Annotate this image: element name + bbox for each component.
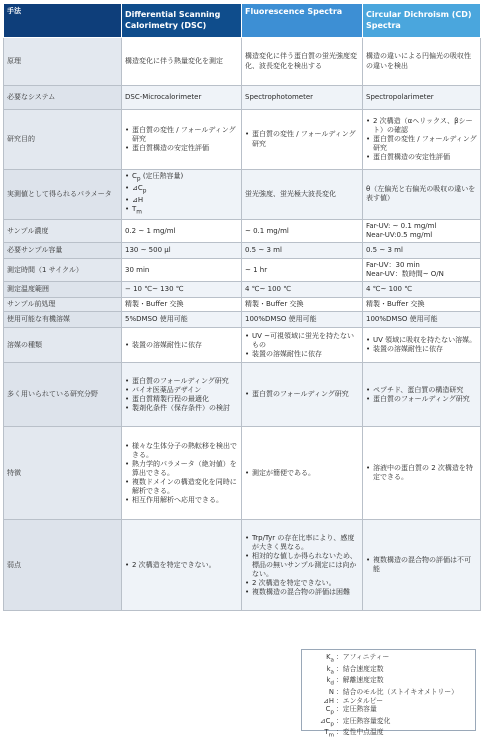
row-label: サンプル前処理 [4, 298, 122, 312]
table-row-temperature [4, 282, 481, 298]
cell-line: 0.5 ~ 3 ml [366, 246, 403, 255]
cell-fluorescence [242, 38, 363, 86]
table-row-solvent [4, 312, 481, 328]
cell-line: Spectropolarimeter [366, 92, 434, 101]
header-row [4, 4, 481, 38]
cell-cd [363, 219, 481, 242]
cell-line: 精製・Buffer 交換 [245, 300, 304, 309]
cell-line: 精製・Buffer 交換 [366, 300, 425, 309]
legend-description: ：アフィニティー [336, 653, 390, 661]
cell-line: 130 ~ 500 µl [125, 246, 171, 255]
cell-line: 蛍光強度、蛍光極大波長変化 [245, 189, 336, 198]
bullet-list [125, 172, 238, 217]
cell-dsc [122, 298, 242, 312]
bullet-item: • 装置の溶媒耐性に依存 [125, 341, 238, 350]
bullet-item: • 測定が簡便である。 [245, 469, 359, 478]
bullet-list [366, 464, 477, 482]
cell-line: 30 min [125, 265, 150, 274]
table-row-parameters [4, 170, 481, 220]
cell-fluorescence [242, 427, 363, 520]
row-label: 実測値として得られるパラメータ [4, 170, 122, 220]
cell-line: ~ 1 hr [245, 265, 268, 274]
cell-dsc [122, 110, 242, 170]
cell-cd [363, 312, 481, 328]
legend-item [308, 653, 469, 665]
bullet-item: • 相互作用解析へ応用できる。 [125, 496, 238, 505]
cell-line: 0.5 ~ 3 ml [245, 246, 282, 255]
bullet-list [366, 386, 477, 404]
legend-description: ：定圧熱容量変化 [336, 716, 391, 725]
cell-line: 構造変化に伴う熱量変化を測定 [125, 56, 223, 65]
cell-cd [363, 363, 481, 427]
abbreviation-legend [301, 649, 476, 739]
cell-fluorescence [242, 520, 363, 611]
bullet-item: • UV 領域に吸収を持たない溶媒。 [366, 336, 477, 345]
row-label: 測定時間（1 サイクル） [4, 259, 122, 282]
row-label: 溶媒の種類 [4, 328, 122, 363]
bullet-list [245, 534, 359, 598]
cell-line: Near-UV:0.5 mg/ml [366, 231, 433, 240]
cell-fluorescence [242, 312, 363, 328]
bullet-item: • 蛋白質のフォールディング研究 [125, 377, 238, 386]
bullet-item: • $C_p$ (定圧熱容量) [125, 172, 238, 184]
cell-dsc [122, 312, 242, 328]
cell-cd [363, 282, 481, 298]
cell-fluorescence [242, 170, 363, 220]
header-cd: Circular Dichroism (CD) Spectra [363, 4, 481, 38]
legend-description: ：エンタルピー [336, 696, 384, 705]
bullet-item: • 蛋白質のフォールディング研究 [366, 395, 477, 404]
table-row-weakness [4, 520, 481, 611]
cell-line: 構造変化に伴う蛋白質の蛍光強度変化、波長変化を検出する [245, 52, 357, 70]
cell-line: 4 ℃~ 100 ℃ [366, 285, 413, 294]
bullet-list [366, 117, 477, 162]
bullet-item: • ⊿H [125, 196, 238, 205]
row-label: 多く用いられている研究分野 [4, 363, 122, 427]
bullet-item: • Trp/Tyr の存在比率により、感度が大きく異なる。 [245, 534, 359, 552]
row-label: 研究目的 [4, 110, 122, 170]
bullet-item: • 蛋白質の変性 / フォールディング研究 [245, 130, 359, 148]
cell-dsc [122, 282, 242, 298]
cell-dsc [122, 170, 242, 220]
cell-fluorescence [242, 328, 363, 363]
bullet-item: • $T_m$ [125, 205, 238, 217]
cell-cd [363, 170, 481, 220]
bullet-item: • 複数構造の混合物の評価は困難 [245, 588, 359, 597]
legend-item [308, 728, 469, 740]
bullet-item: • 蛋白質構造の安定性評価 [125, 144, 238, 153]
cell-cd [363, 328, 481, 363]
table-row-solvent-type [4, 328, 481, 363]
legend-symbol: ⊿H [323, 696, 334, 705]
cell-line: − 10 ℃~ 130 ℃ [125, 285, 184, 294]
row-label: 必要サンプル容量 [4, 243, 122, 259]
bullet-item: • 相対的な値しか得られないため、標品の無いサンプル測定には向かない。 [245, 552, 359, 579]
cell-fluorescence [242, 243, 363, 259]
legend-description: ：変性中点温度 [336, 728, 384, 737]
cell-line: 100%DMSO 使用可能 [366, 315, 438, 324]
cell-line: Far-UV: ~ 0.1 mg/ml [366, 221, 437, 230]
cell-line: Far-UV：30 min [366, 261, 420, 270]
cell-dsc [122, 363, 242, 427]
header-dsc: Differential Scanning Calorimetry (DSC) [122, 4, 242, 38]
bullet-item: • $⊿C_p$ [125, 184, 238, 196]
bullet-item: • 様々な生体分子の熱転移を検出できる。 [125, 442, 238, 460]
row-label: 使用可能な有機溶媒 [4, 312, 122, 328]
legend-item [308, 717, 469, 729]
cell-line: ~ 0.1 mg/ml [245, 226, 289, 235]
bullet-item: • 装置の溶媒耐性に依存 [366, 345, 477, 354]
cell-line: θ（左偏光と右偏光の吸収の違いを表す値） [366, 185, 476, 203]
cell-line: 0.2 ~ 1 mg/ml [125, 226, 176, 235]
cell-line: 4 ℃~ 100 ℃ [245, 285, 292, 294]
bullet-list [245, 390, 359, 399]
legend-symbol: N [328, 687, 334, 696]
legend-item [308, 665, 469, 677]
cell-line: DSC-Microcalorimeter [125, 92, 202, 101]
cell-line: 100%DMSO 使用可能 [245, 315, 317, 324]
cell-cd [363, 243, 481, 259]
table-row-purpose [4, 110, 481, 170]
bullet-item: • ペプチド、蛋白質の構造研究 [366, 386, 477, 395]
cell-line: 5%DMSO 使用可能 [125, 315, 188, 324]
bullet-item: • 熱力学的パラメータ（絶対値）を算出できる。 [125, 460, 238, 478]
bullet-item: • 2 次構造（αヘリックス、βシート）の確認 [366, 117, 477, 135]
cell-fluorescence [242, 259, 363, 282]
cell-cd [363, 38, 481, 86]
bullet-list [366, 556, 477, 574]
row-label: 測定温度範囲 [4, 282, 122, 298]
bullet-item: • 蛋白質の変性 / フォールディング研究 [125, 126, 238, 144]
cell-fluorescence [242, 86, 363, 110]
table-row-principle [4, 38, 481, 86]
bullet-list [125, 341, 238, 350]
cell-fluorescence [242, 110, 363, 170]
legend-item [308, 705, 469, 717]
cell-cd [363, 259, 481, 282]
legend-description: ：結合のモル比（ストイキオメトリー） [336, 687, 458, 696]
row-label: サンプル濃度 [4, 219, 122, 242]
bullet-list [245, 332, 359, 359]
bullet-item: • 蛋白質のフォールディング研究 [245, 390, 359, 399]
legend-symbol: $k_a$ [326, 664, 334, 675]
bullet-item: • 複数構造の混合物の評価は不可能 [366, 556, 477, 574]
table-row-fields [4, 363, 481, 427]
legend-symbol: $T_m$ [324, 728, 334, 739]
cell-cd [363, 298, 481, 312]
legend-symbol: $K_a$ [326, 653, 334, 664]
header-method-label: 手法 [4, 4, 122, 38]
cell-fluorescence [242, 363, 363, 427]
cell-dsc [122, 243, 242, 259]
row-label: 必要なシステム [4, 86, 122, 110]
cell-line: Near-UV：数時間~ O/N [366, 270, 444, 279]
table-row-concentration [4, 219, 481, 242]
cell-cd [363, 427, 481, 520]
legend-item [308, 697, 469, 706]
bullet-item: • 製剤化条件（保存条件）の検討 [125, 404, 238, 413]
bullet-list [245, 130, 359, 148]
cell-dsc [122, 259, 242, 282]
cell-cd [363, 86, 481, 110]
bullet-item: • 蛋白質の変性 / フォールディング研究 [366, 135, 477, 153]
header-fluorescence: Fluorescence Spectra [242, 4, 363, 38]
bullet-item: • バイオ医薬品デザイン [125, 386, 238, 395]
bullet-list [125, 442, 238, 506]
legend-description: ：解離速度定数 [336, 676, 384, 685]
row-label: 特徴 [4, 427, 122, 520]
table-row-time [4, 259, 481, 282]
cell-fluorescence [242, 282, 363, 298]
bullet-list [366, 336, 477, 354]
cell-dsc [122, 219, 242, 242]
bullet-item: • 2 次構造を特定できない。 [245, 579, 359, 588]
cell-dsc [122, 427, 242, 520]
cell-fluorescence [242, 219, 363, 242]
comparison-table [3, 3, 481, 611]
bullet-item: • 複数ドメインの構造変化を同時に解析できる。 [125, 478, 238, 496]
cell-dsc [122, 328, 242, 363]
cell-line: Spectrophotometer [245, 92, 314, 101]
row-label: 弱点 [4, 520, 122, 611]
bullet-item: • 蛋白質精製行程の最適化 [125, 395, 238, 404]
cell-cd [363, 110, 481, 170]
legend-symbol: $⊿C_p$ [319, 716, 334, 728]
legend-description: ：結合速度定数 [336, 664, 384, 673]
row-label: 原理 [4, 38, 122, 86]
legend-symbol: $C_p$ [325, 705, 334, 716]
bullet-item: • 蛋白質構造の安定性評価 [366, 153, 477, 162]
legend-description: ：定圧熱容量 [336, 705, 377, 714]
legend-item [308, 688, 469, 697]
cell-dsc [122, 38, 242, 86]
cell-dsc [122, 86, 242, 110]
bullet-item: • 2 次構造を特定できない。 [125, 561, 238, 570]
legend-symbol: $k_d$ [326, 676, 334, 687]
cell-line: 精製・Buffer 交換 [125, 300, 184, 309]
table-row-volume [4, 243, 481, 259]
cell-fluorescence [242, 298, 363, 312]
bullet-item: • 装置の溶媒耐性に依存 [245, 350, 359, 359]
bullet-list [125, 126, 238, 153]
table-row-system [4, 86, 481, 110]
bullet-item: • 溶液中の蛋白質の 2 次構造を特定できる。 [366, 464, 477, 482]
bullet-item: • UV ~可視領域に蛍光を持たないもの [245, 332, 359, 350]
bullet-list [125, 561, 238, 570]
legend-item [308, 676, 469, 688]
bullet-list [245, 469, 359, 478]
table-row-pretreatment [4, 298, 481, 312]
cell-cd [363, 520, 481, 611]
table-row-features [4, 427, 481, 520]
cell-line: 構造の違いによる円偏光の吸収性の違いを検出 [366, 52, 471, 70]
cell-dsc [122, 520, 242, 611]
bullet-list [125, 377, 238, 413]
